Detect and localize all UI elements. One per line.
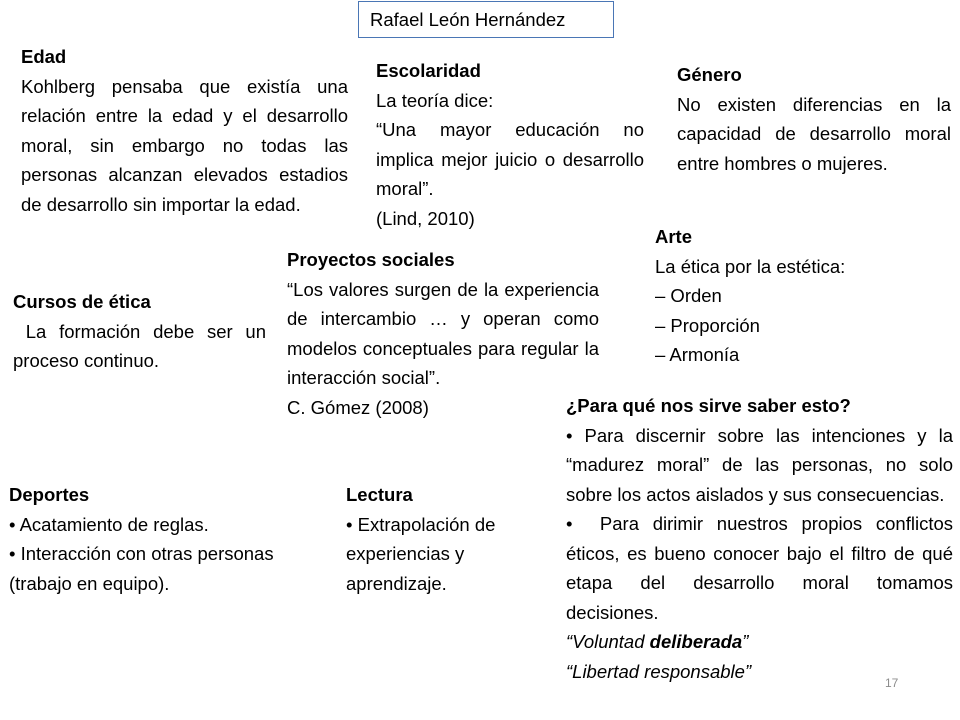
edad-body: Kohlberg pensaba que existía una relación entre la edad y el desarrollo moral, sin embargo no todas las personas alcanzan elevados estadios de desarrollo sin importar la edad. [21,75,348,215]
section-edad [21,42,348,219]
section-arte [655,222,895,370]
phrase-voluntad-close: ” [742,631,749,652]
cursos-heading: Cursos de ética [13,291,151,312]
edad-heading: Edad [21,46,67,67]
arte-item: – Proporción [655,314,760,336]
phrase-libertad-responsable: “Libertad responsable” [566,660,752,682]
section-lectura [346,480,536,598]
arte-item: – Armonía [655,344,740,365]
deportes-heading: Deportes [9,484,90,505]
section-cursos-etica [13,287,272,376]
phrase-voluntad-deliberada [566,627,953,657]
para-que-heading: ¿Para qué nos sirve saber esto? [566,395,851,416]
genero-heading: Género [677,64,742,85]
lectura-body: • Extrapolación de experiencias y aprendizaje. [346,513,496,594]
proyectos-heading: Proyectos sociales [287,249,455,270]
escolaridad-citation: (Lind, 2010) [376,207,475,229]
proyectos-citation: C. Gómez (2008) [287,396,429,418]
genero-body: No existen diferencias en la capacidad de desarrollo moral entre hombres o mujeres. [677,93,951,174]
escolaridad-heading: Escolaridad [376,60,481,81]
section-deportes [9,480,331,598]
author-name-box [358,1,614,38]
section-escolaridad [376,56,644,233]
deportes-item: • Interacción con otras personas (trabajo en equipo). [9,543,274,594]
cursos-body: La formación debe ser un proceso continuo. [13,320,272,371]
escolaridad-intro: La teoría dice: [376,89,494,111]
slide-number: 17 [885,676,899,690]
author-name: Rafael León Hernández [370,9,566,30]
para-que-bullet: • Para dirimir nuestros propios conflictos éticos, es bueno conocer bajo el filtro de qué etapa del desarrollo moral tomamos decisiones. [566,513,959,623]
phrase-voluntad-bold: deliberada [649,631,743,652]
section-para-que [566,391,959,686]
phrase-voluntad-open: “Voluntad [566,631,650,652]
section-genero [677,60,951,178]
para-que-bullet: • Para discernir sobre las intenciones y la “madurez moral” de las personas, no solo sobre los actos aislados y sus consecuencias. [566,424,953,505]
arte-heading: Arte [655,226,693,247]
proyectos-quote: “Los valores surgen de la experiencia de intercambio … y operan como modelos conceptuales para regular la interacción social”. [287,278,599,388]
section-proyectos-sociales [287,245,599,422]
lectura-heading: Lectura [346,484,413,505]
escolaridad-quote: “Una mayor educación no implica mejor juicio o desarrollo moral”. [376,119,644,199]
arte-item: – Orden [655,285,722,306]
arte-intro: La ética por la estética: [655,255,846,277]
deportes-item: • Acatamiento de reglas. [9,513,209,535]
